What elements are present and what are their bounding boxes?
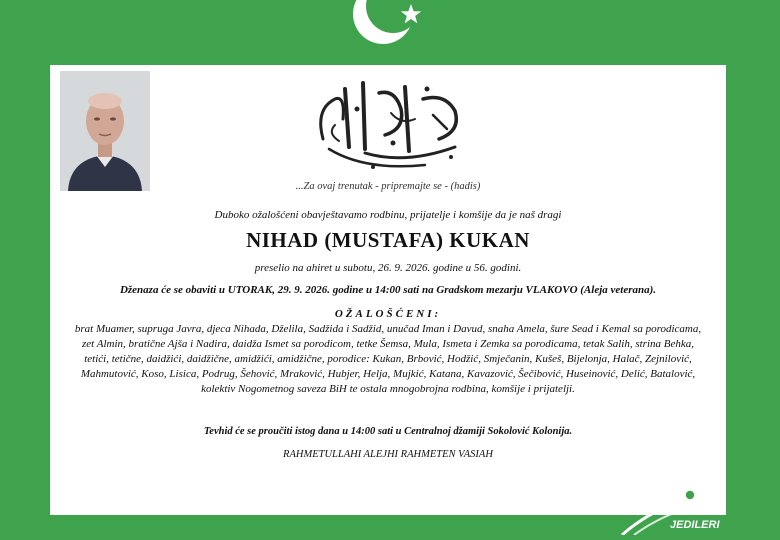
tevhid-info: Tevhid će se proučiti istog dana u 14:00 sati u Centralnoj džamiji Sokolović Kolonija. <box>203 426 573 437</box>
funeral-info: Dženaza će se obaviti u UTORAK, 29. 9. 2026. godine u 14:00 sati na Gradskom mezarju VLAKOVO (Aleja veterana). <box>119 284 657 296</box>
prayer-text: RAHMETULLAHI ALEJHI RAHMETEN VASIAH <box>283 449 493 460</box>
intro-text: Duboko ožalošćeni obavještavamo rodbinu, prijatelje i komšije da je naš dragi <box>214 209 562 221</box>
arabic-calligraphy-icon <box>305 69 475 179</box>
hadis-quote: ...Za ovaj trenutak - pripremajte se - (hadis) <box>295 181 481 192</box>
obituary-notice <box>50 65 726 515</box>
deceased-name: NIHAD (MUSTAFA) KUKAN <box>246 228 530 252</box>
logo-text: JEDILERI <box>670 519 720 531</box>
mourners-title: OŽALOŠĆENI: <box>334 308 442 320</box>
portrait-photo <box>60 71 150 191</box>
jedileri-logo <box>620 490 732 535</box>
death-date-text: preselio na ahiret u subotu, 26. 9. 2026. godine u 56. godini. <box>254 262 522 274</box>
crescent-star-icon <box>345 0 455 58</box>
mourners-list: brat Muamer, supruga Javra, djeca Nihada, Dželila, Sadžida i Sadžid, unučad Iman i Davud, snaha Amela, šure Sead i Kemal sa porodicama, zet Almin, bratične Ajša i Nadira, daidža Ismet sa porodicom, tetke Šemsa, Mula, Ismeta i Zemka sa porodicama, tetak Salih, strina Behka, tetići, tetične, daidžići, daidžične, amidžići, amidžične, porodice: Kukan, Brbović, Hodžić, Smječanin, Kušeš, Bijelonja, Halač, Zejnilović, Mahmutović, Koso, Lisica, Podrug, Šehović, Mraković, Hubjer, Helja, Mujkić, Katana, Kavazović, Šečibović, Huseinović, Delić, Batalović, kolektiv Nogometnog saveza BiH te ostala mnogobrojna rodbina, komšije i prijatelji. <box>74 323 702 395</box>
